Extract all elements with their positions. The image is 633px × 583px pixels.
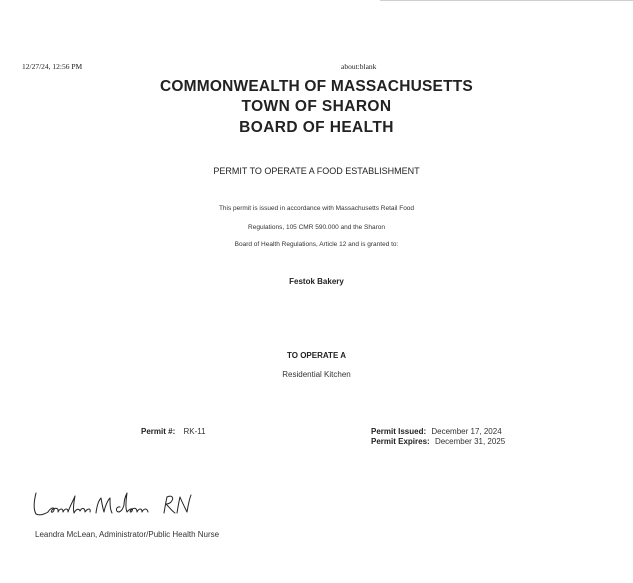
permit-number-value: RK-11 xyxy=(183,427,206,436)
header-board: BOARD OF HEALTH xyxy=(239,119,394,136)
handwritten-signature xyxy=(30,487,200,521)
body-text-line-3: Board of Health Regulations, Article 12 and is granted to: xyxy=(234,241,399,248)
permit-dates-block xyxy=(371,427,505,447)
print-header xyxy=(0,62,633,74)
body-text-line-2: Regulations, 105 CMR 590.000 and the Sharon xyxy=(248,224,385,231)
permit-number-label: Permit #: xyxy=(141,427,176,436)
permit-title: PERMIT TO OPERATE A FOOD ESTABLISHMENT xyxy=(213,166,420,176)
header-commonwealth: COMMONWEALTH OF MASSACHUSETTS xyxy=(160,78,473,95)
top-border-line xyxy=(380,0,633,1)
permit-issued-value: December 17, 2024 xyxy=(431,427,502,436)
permit-number-block xyxy=(141,427,206,436)
print-url: about:blank xyxy=(341,62,377,71)
header-town: TOWN OF SHARON xyxy=(241,98,392,115)
operation-type: Residential Kitchen xyxy=(282,370,351,379)
print-datetime: 12/27/24, 12:56 PM xyxy=(22,62,83,71)
permit-expires-row xyxy=(371,437,505,447)
permit-expires-label: Permit Expires: xyxy=(371,437,430,446)
business-name: Festok Bakery xyxy=(289,277,344,286)
permit-expires-value: December 31, 2025 xyxy=(434,437,506,446)
operate-label: TO OPERATE A xyxy=(287,351,346,360)
signer-name-title: Leandra McLean, Administrator/Public Health Nurse xyxy=(35,530,220,539)
permit-issued-row xyxy=(371,427,505,437)
permit-issued-label: Permit Issued: xyxy=(371,427,427,436)
body-text-line-1: This permit is issued in accordance with Massachusetts Retail Food xyxy=(218,205,415,212)
